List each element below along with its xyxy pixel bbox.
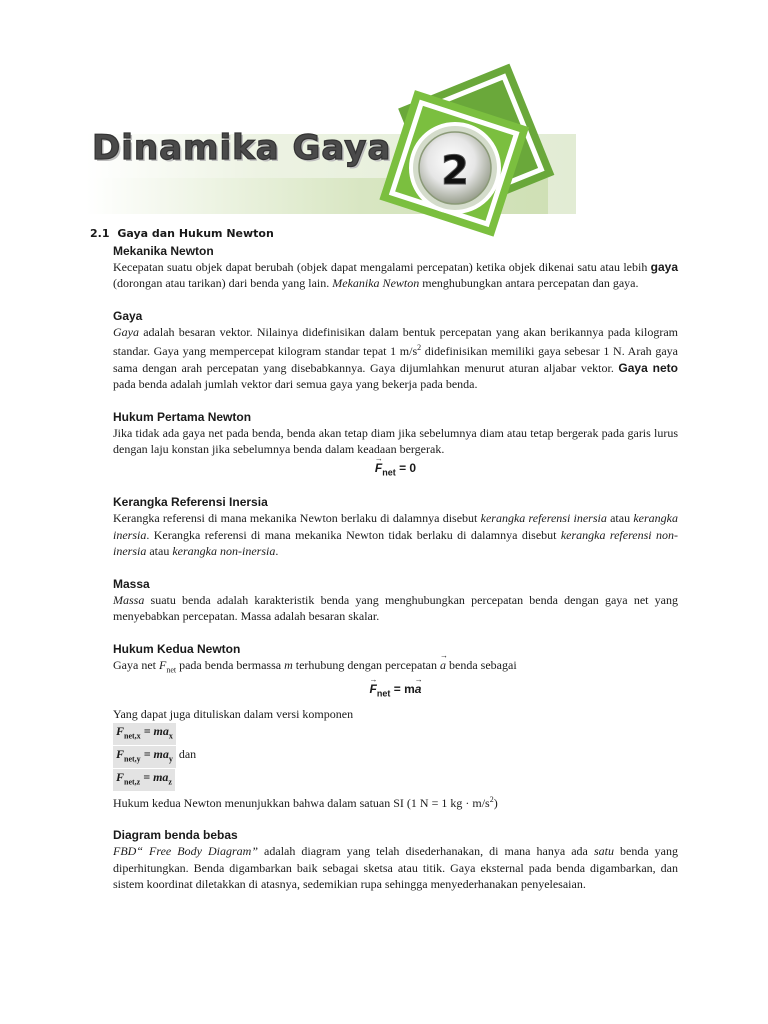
equation-component-x: $F_{net,x} = ma_x$ [113,723,678,745]
heading-mekanika-newton: Mekanika Newton [113,243,214,258]
equation-component-z: $F_{net,z} = ma_z$ [113,769,678,791]
content [90,226,678,893]
chapter-emblem [360,56,580,241]
paragraph-massa: Massa suatu benda adalah karakteristik benda yang menghubungkan percepatan benda dengan gaya net yang menyebabkan percepatan. Massa adalah besaran skalar. [113,592,678,624]
paragraph-gaya: Gaya adalah besaran vektor. Nilainya didefinisikan dalam bentuk percepatan yang akan berikannya pada kilogram standar. Gaya yang mempercepat kilogram standar tepat 1 $m/s^2$ didefinisikan memiliki gaya sebesar 1 N. Arah gaya sama dengan arah percepatan yang disebabkannya. Gaya dijumlahkan menurut aturan aljabar vektor. Gaya neto pada benda adalah jumlah vektor dari semua gaya yang bekerja pada benda. [113,324,679,391]
paragraph-component-intro: Yang dapat juga dituliskan dalam versi komponen [113,706,354,721]
heading-hukum-pertama-newton: Hukum Pertama Newton [113,409,252,424]
paragraph-kerangka-referensi-inersia: Kerangka referensi di mana mekanika Newton berlaku di dalamnya disebut kerangka referensi inersia atau kerangka inersia. Kerangka referensi di mana mekanika Newton tidak berlaku di dalamnya disebut kerangka referensi non-inersia atau kerangka non-inersia. [113,511,678,559]
paragraph-hukum-pertama-newton: Jika tidak ada gaya net pada benda, benda akan tetap diam jika sebelumnya diam atau tetap bergerak pada garis lurus dengan laju konstan jika sebelumnya benda dalam keadaan bergerak. [113,425,678,456]
paragraph-diagram-benda-bebas: FBD“ Free Body Diagram” adalah diagram yang telah disederhanakan, di mana hanya ada satu benda yang diperhitungkan. Benda digambarkan baik sebagai sketsa atau titik. Gaya eksternal pada benda digambarkan, dan sistem koordinat diletakkan di atasnya, sedemikian rupa sehingga menyederhanakan penyelesaian. [113,844,679,892]
heading-diagram-benda-bebas: Diagram benda bebas [113,828,238,843]
section-title: Gaya dan Hukum Newton [117,227,274,240]
equation-component-y: $F_{net,y} = ma_y$ dan [113,746,678,768]
chapter-banner [0,0,768,240]
paragraph-mekanika-newton: Kecepatan suatu objek dapat berubah (objek dapat mengalami percepatan) ketika objek dikenai satu atau lebih gaya (dorongan atau tarikan) dari benda yang lain. Mekanika Newton menghubungkan antara percepatan dan gaya. [113,259,678,290]
heading-massa: Massa [113,576,150,591]
heading-kerangka-referensi-inersia: Kerangka Referensi Inersia [113,495,268,510]
section-number: 2.1 [90,227,110,240]
chapter-number: 2 [441,148,469,194]
paragraph-satuan-si: Hukum kedua Newton menunjukkan bahwa dalam satuan SI (1 N = 1 kg · $m/s^2$) [113,794,498,810]
paragraph-hukum-kedua-newton: Gaya net $F_{net}$ pada benda bermassa m terhubung dengan percepatan → a benda sebagai [113,657,678,679]
heading-gaya: Gaya [113,308,143,323]
equation-fnet-zero: → $F_{net} = 0$ [113,460,678,481]
heading-hukum-kedua-newton: Hukum Kedua Newton [113,641,241,656]
section-heading [90,226,678,243]
equation-fnet-ma: → $F_{net} = m\to a$ [113,681,678,702]
chapter-title: Dinamika Gaya [92,128,392,168]
section-body [113,243,678,893]
